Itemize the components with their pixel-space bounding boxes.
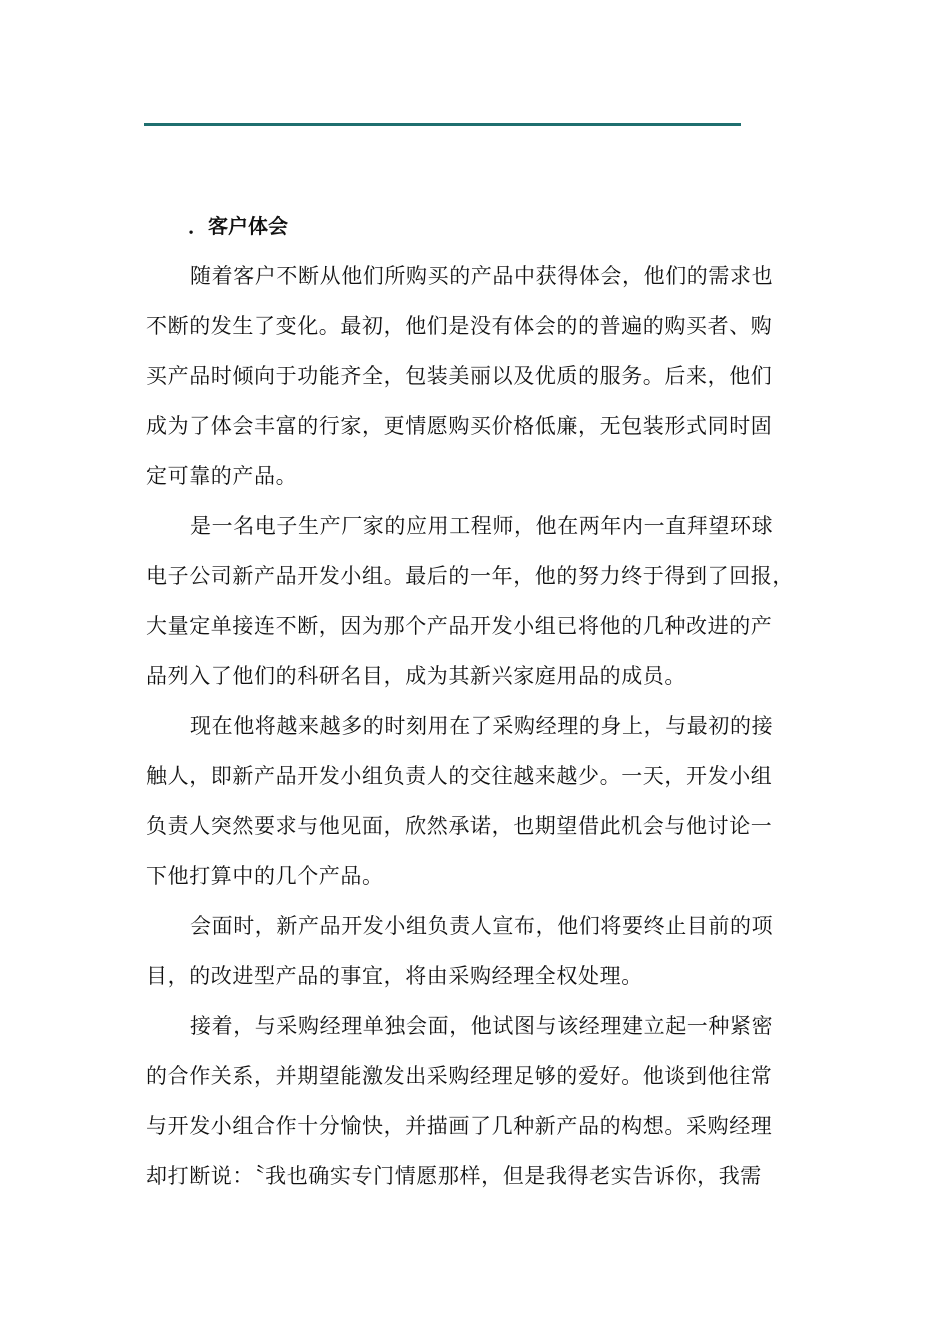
section-heading: ．客户体会 [188, 214, 288, 238]
text-line: 定可靠的产品。 [146, 464, 298, 488]
text-line: 是一名电子生产厂家的应用工程师，他在两年内一直拜望环球 [190, 514, 774, 538]
header-rule [144, 123, 741, 126]
text-line: 成为了体会丰富的行家，更情愿购买价格低廉，无包装形式同时固 [146, 414, 773, 438]
text-line: 却打断说：〝我也确实专门情愿那样，但是我得老实告诉你，我需 [146, 1164, 762, 1188]
text-line: 负责人突然要求与他见面，欣然承诺，也期望借此机会与他讨论一 [146, 814, 773, 838]
paragraph-3 [146, 701, 806, 901]
text-line: 买产品时倾向于功能齐全，包装美丽以及优质的服务。后来，他们 [146, 364, 773, 388]
text-line: 现在他将越来越多的时刻用在了采购经理的身上，与最初的接 [190, 714, 774, 738]
text-line: 下他打算中的几个产品。 [146, 864, 384, 888]
document-body [146, 201, 806, 1201]
paragraph-4 [146, 901, 806, 1001]
text-line: 的合作关系，并期望能激发出采购经理足够的爱好。他谈到他往常 [146, 1064, 773, 1088]
text-line: 目，的改进型产品的事宜，将由采购经理全权处理。 [146, 964, 643, 988]
paragraph-2 [146, 501, 806, 701]
text-line: 品列入了他们的科研名目，成为其新兴家庭用品的成员。 [146, 664, 686, 688]
paragraph-1 [146, 251, 806, 501]
paragraph-5 [146, 1001, 806, 1201]
text-line: 大量定单接连不断，因为那个产品开发小组已将他的几种改进的产 [146, 614, 773, 638]
text-line: 触人，即新产品开发小组负责人的交往越来越少。一天，开发小组 [146, 764, 773, 788]
text-line: 电子公司新产品开发小组。最后的一年，他的努力终于得到了回报， [146, 564, 794, 588]
text-line: 接着，与采购经理单独会面，他试图与该经理建立起一种紧密 [190, 1014, 774, 1038]
text-line: 不断的发生了变化。最初，他们是没有体会的的普遍的购买者、购 [146, 314, 773, 338]
text-line: 与开发小组合作十分愉快，并描画了几种新产品的构想。采购经理 [146, 1114, 773, 1138]
text-line: 会面时，新产品开发小组负责人宣布，他们将要终止目前的项 [190, 914, 774, 938]
text-line: 随着客户不断从他们所购买的产品中获得体会，他们的需求也 [190, 264, 774, 288]
